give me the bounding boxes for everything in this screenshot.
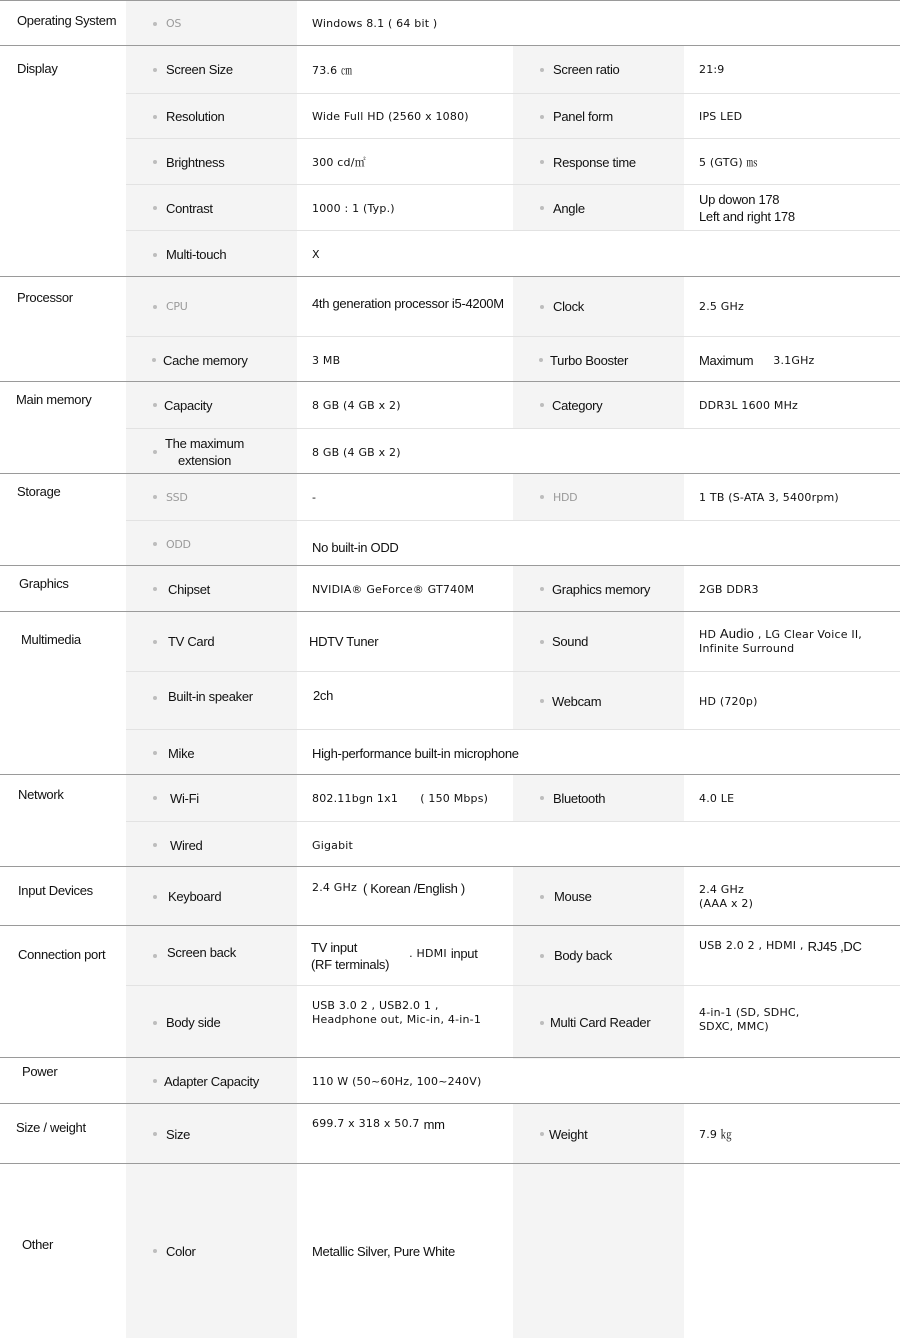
spec-value: [297, 46, 513, 93]
bullet-icon: [153, 542, 157, 546]
spec-row: [126, 612, 900, 671]
spec-value: [297, 775, 513, 821]
spec-value: [684, 986, 900, 1059]
value-response-time: 5 (GTG) ㎳: [699, 156, 758, 169]
spec-row: [126, 821, 900, 868]
spec-label: [126, 867, 297, 926]
value-odd: No built-in ODD: [312, 539, 399, 555]
label-resolution: Resolution: [166, 109, 225, 124]
category-graphics: Graphics: [19, 576, 69, 591]
value-size-dims: 699.7 x 318 x 50.7: [312, 1117, 420, 1130]
spec-label: [513, 566, 684, 612]
label-adapter-capacity: Adapter Capacity: [164, 1073, 259, 1089]
bullet-icon: [540, 305, 544, 309]
label-contrast: Contrast: [166, 200, 213, 216]
spec-value: [684, 46, 900, 93]
label-chipset: Chipset: [168, 581, 210, 597]
bullet-icon: [153, 450, 157, 454]
label-graphics-memory: Graphics memory: [552, 581, 651, 597]
spec-label: [126, 986, 297, 1059]
value-turbo-prefix: Maximum: [699, 352, 754, 368]
spec-row: [126, 382, 900, 428]
spec-value: [297, 474, 513, 520]
spec-value: [297, 337, 513, 383]
category-storage: Storage: [17, 484, 61, 499]
spec-value: [684, 277, 900, 336]
bullet-icon: [153, 115, 157, 119]
spec-value: [297, 612, 513, 671]
bullet-icon: [152, 358, 156, 362]
label-angle: Angle: [553, 200, 585, 216]
label-body-side: Body side: [166, 1015, 221, 1030]
value-built-in-speaker: 2ch: [313, 687, 334, 703]
value-screen-back-input: input: [450, 946, 478, 961]
value-multi-touch: X: [312, 248, 320, 261]
bullet-icon: [153, 160, 157, 164]
label-screen-back: Screen back: [167, 945, 236, 960]
value-turbo-booster: 3.1GHz: [773, 353, 815, 367]
label-multi-card-reader: Multi Card Reader: [550, 1015, 651, 1030]
spec-label-empty: [513, 1164, 684, 1338]
label-response-time: Response time: [553, 154, 636, 170]
category-label: [0, 775, 126, 867]
spec-row: [126, 729, 900, 776]
value-sound-detail: , LG Clear Voice II, Infinite Surround: [699, 628, 862, 655]
spec-row: [126, 1, 900, 46]
value-size-unit: mm: [423, 1117, 445, 1132]
bullet-icon: [153, 751, 157, 755]
spec-label: [513, 139, 684, 185]
bullet-icon: [153, 495, 157, 499]
value-screen-back-hdmi: . HDMI: [409, 947, 447, 960]
spec-label: [126, 775, 297, 821]
bullet-icon: [540, 403, 544, 407]
spec-label: [126, 926, 297, 985]
bullet-icon: [153, 305, 157, 309]
spec-row: [126, 671, 900, 730]
bullet-icon: [540, 699, 544, 703]
category-multimedia: Multimedia: [21, 632, 81, 647]
bullet-icon: [153, 1079, 157, 1083]
label-brightness: Brightness: [166, 154, 225, 170]
bullet-icon: [153, 843, 157, 847]
bullet-icon: [540, 895, 544, 899]
section-other: [0, 1163, 900, 1338]
category-label: [0, 46, 126, 277]
spec-value: [297, 1058, 697, 1104]
spec-value: [297, 672, 513, 730]
spec-row: [126, 520, 900, 567]
spec-label: [513, 612, 684, 671]
bullet-icon: [540, 1021, 544, 1025]
category-label: [0, 867, 126, 926]
spec-label: [513, 672, 684, 730]
label-sound: Sound: [552, 634, 589, 649]
spec-value: [297, 139, 513, 185]
spec-row: [126, 184, 900, 231]
section-power: [0, 1057, 900, 1104]
value-screen-ratio: 21:9: [699, 63, 725, 76]
category-display: Display: [17, 61, 58, 76]
value-contrast: 1000 : 1 (Typ.): [312, 201, 395, 215]
spec-label: [126, 730, 297, 776]
spec-row: [126, 1058, 900, 1104]
spec-label: [126, 185, 297, 231]
label-weight: Weight: [549, 1126, 588, 1142]
spec-row: [126, 867, 900, 926]
spec-value: [684, 94, 900, 139]
label-color: Color: [166, 1243, 196, 1259]
category-os: Operating System: [17, 13, 117, 28]
category-processor: Processor: [17, 290, 73, 305]
value-tv-card: HDTV Tuner: [309, 634, 379, 649]
bullet-icon: [153, 206, 157, 210]
label-wi-fi: Wi-Fi: [170, 790, 199, 806]
spec-row: [126, 428, 900, 475]
value-hdd: 1 TB (S-ATA 3, 5400rpm): [699, 490, 839, 504]
value-multi-card-reader: 4-in-1 (SD, SDHC, SDXC, MMC): [699, 1006, 800, 1033]
category-label: [0, 1058, 126, 1104]
spec-value: [684, 1104, 900, 1164]
bullet-icon: [153, 796, 157, 800]
bullet-icon: [153, 1132, 157, 1136]
spec-value: [684, 672, 900, 730]
spec-value: [684, 382, 900, 428]
bullet-icon: [540, 115, 544, 119]
spec-label: [126, 1104, 297, 1164]
spec-value: [297, 986, 513, 1059]
bullet-icon: [540, 796, 544, 800]
label-odd: ODD: [166, 537, 191, 551]
spec-value: [297, 1164, 513, 1338]
bullet-icon: [540, 954, 544, 958]
label-keyboard: Keyboard: [168, 889, 222, 904]
spec-label: [126, 139, 297, 185]
label-cpu: CPU: [166, 300, 188, 313]
spec-row: [126, 46, 900, 93]
label-hdd: HDD: [553, 490, 578, 504]
value-keyboard-lang: ( Korean /English ): [362, 881, 465, 896]
spec-label: [513, 94, 684, 139]
bullet-icon: [153, 640, 157, 644]
section-storage: [0, 473, 900, 566]
category-connection-port: Connection port: [18, 947, 106, 962]
label-turbo-booster: Turbo Booster: [550, 352, 628, 368]
value-maximum-extension: 8 GB (4 GB x 2): [312, 445, 401, 459]
section-graphics: [0, 565, 900, 612]
label-tv-card: TV Card: [168, 634, 215, 649]
category-label: [0, 277, 126, 382]
label-capacity: Capacity: [164, 397, 213, 413]
value-cache-memory: 3 MB: [312, 353, 341, 367]
section-size-weight: [0, 1103, 900, 1164]
category-power: Power: [22, 1064, 58, 1079]
spec-value: [684, 926, 900, 985]
section-input-devices: [0, 866, 900, 926]
category-main-memory: Main memory: [16, 392, 92, 407]
category-label: [0, 926, 126, 1058]
spec-value: [297, 926, 513, 985]
spec-label: [513, 46, 684, 93]
value-category: DDR3L 1600 MHz: [699, 398, 799, 412]
spec-label: [126, 672, 297, 730]
bullet-icon: [539, 358, 543, 362]
bullet-icon: [540, 160, 544, 164]
value-weight: 7.9 ㎏: [699, 1128, 732, 1141]
spec-label: [126, 429, 297, 475]
spec-row: [126, 1164, 900, 1338]
spec-value: [684, 612, 900, 671]
spec-value: [297, 521, 513, 567]
bullet-icon: [153, 954, 157, 958]
spec-label: [513, 382, 684, 428]
value-graphics-memory: 2GB DDR3: [699, 582, 759, 596]
value-wi-fi: 802.11bgn 1x1 ( 150 Mbps): [312, 791, 489, 805]
bullet-icon: [153, 1249, 157, 1253]
spec-row: [126, 566, 900, 612]
spec-value: [684, 337, 900, 383]
spec-label: [126, 566, 297, 612]
spec-row: [126, 1104, 900, 1164]
bullet-icon: [540, 587, 544, 591]
label-os: OS: [166, 17, 182, 30]
label-clock: Clock: [553, 299, 585, 314]
category-other: Other: [22, 1237, 54, 1252]
spec-label: [126, 231, 297, 278]
spec-label: [126, 521, 297, 567]
value-os: Windows 8.1 ( 64 bit ): [312, 17, 438, 30]
bullet-icon: [540, 495, 544, 499]
spec-label: [126, 1164, 297, 1338]
value-angle: Up dowon 178 Left and right 178: [699, 192, 795, 224]
label-screen-size: Screen Size: [166, 62, 233, 77]
label-body-back: Body back: [554, 948, 613, 963]
spec-row: [126, 230, 900, 278]
spec-value: [297, 429, 513, 475]
spec-label: [126, 474, 297, 520]
spec-row: [126, 277, 900, 336]
value-resolution: Wide Full HD (2560 x 1080): [312, 110, 469, 123]
value-chipset: NVIDIA® GeForce® GT740M: [312, 582, 475, 596]
label-webcam: Webcam: [552, 693, 602, 709]
spec-row: [126, 926, 900, 985]
value-body-back-rj45: RJ45 ,DC: [807, 939, 862, 954]
category-label: [0, 612, 126, 775]
spec-value: [297, 94, 513, 139]
spec-label: [126, 822, 297, 868]
value-mouse: 2.4 GHz (AAA x 2): [699, 882, 754, 910]
bullet-icon: [153, 895, 157, 899]
spec-row: [126, 138, 900, 185]
label-category: Category: [552, 397, 603, 413]
spec-label: [513, 337, 684, 383]
value-keyboard-freq: 2.4 GHz: [312, 881, 357, 894]
spec-row: [126, 985, 900, 1059]
section-main-memory: [0, 381, 900, 474]
spec-value: [684, 775, 900, 821]
spec-value: [297, 730, 717, 776]
section-multimedia: [0, 611, 900, 775]
bullet-icon: [153, 68, 157, 72]
section-display: [0, 45, 900, 277]
value-color: Metallic Silver, Pure White: [312, 1243, 455, 1259]
spec-value: [684, 474, 900, 520]
value-body-back-usb: USB 2.0 2 , HDMI ,: [699, 939, 804, 952]
category-size-weight: Size / weight: [16, 1120, 86, 1135]
value-ssd: -: [312, 490, 317, 504]
value-cpu: 4th generation processor i5-4200M: [312, 296, 504, 311]
value-screen-back-tv: TV input (RF terminals): [311, 940, 390, 972]
spec-label: [126, 382, 297, 428]
section-operating-system: [0, 0, 900, 46]
spec-label: [513, 867, 684, 926]
label-mike: Mike: [168, 745, 195, 761]
spec-label: [513, 986, 684, 1059]
spec-label: [513, 185, 684, 231]
category-label: [0, 566, 126, 612]
spec-value: [297, 867, 513, 926]
bullet-icon: [153, 22, 157, 26]
category-label: [0, 1164, 126, 1338]
value-webcam: HD (720p): [699, 694, 758, 708]
value-bluetooth: 4.0 LE: [699, 791, 735, 805]
spec-value: [297, 566, 513, 612]
label-panel-form: Panel form: [553, 109, 613, 124]
label-size: Size: [166, 1126, 191, 1142]
category-label: [0, 382, 126, 474]
label-bluetooth: Bluetooth: [553, 790, 606, 806]
spec-label: [126, 612, 297, 671]
value-brightness: 300 cd/㎡: [312, 156, 366, 169]
bullet-icon: [153, 696, 157, 700]
bullet-icon: [540, 68, 544, 72]
spec-label: [126, 46, 297, 93]
spec-value: [297, 1104, 513, 1164]
bullet-icon: [153, 1021, 157, 1025]
value-clock: 2.5 GHz: [699, 300, 744, 313]
bullet-icon: [540, 1132, 544, 1136]
spec-value: [684, 139, 900, 185]
category-network: Network: [18, 787, 64, 802]
spec-label: [513, 277, 684, 336]
spec-value: [684, 566, 900, 612]
spec-value: [297, 277, 513, 336]
spec-value: [297, 1, 513, 46]
value-wired: Gigabit: [312, 838, 354, 852]
section-network: [0, 774, 900, 867]
spec-label: [126, 94, 297, 139]
label-maximum-extension: The maximum extension: [165, 436, 245, 468]
label-wired: Wired: [170, 837, 203, 853]
spec-label: [513, 926, 684, 985]
spec-label: [513, 474, 684, 520]
spec-row: [126, 775, 900, 821]
value-mike: High-performance built-in microphone: [312, 745, 519, 761]
spec-row: [126, 93, 900, 139]
category-label: [0, 474, 126, 566]
bullet-icon: [540, 206, 544, 210]
spec-value: [297, 185, 513, 231]
value-adapter-capacity: 110 W (50~60Hz, 100~240V): [312, 1074, 482, 1088]
spec-value: [684, 867, 900, 926]
spec-value: [297, 822, 513, 868]
spec-label: [126, 277, 297, 336]
spec-row: [126, 336, 900, 383]
spec-label: [126, 1058, 297, 1104]
section-connection-port: [0, 925, 900, 1058]
spec-value: [297, 231, 513, 278]
bullet-icon: [153, 403, 157, 407]
category-label: [0, 1, 126, 46]
bullet-icon: [153, 253, 157, 257]
category-input-devices: Input Devices: [18, 883, 93, 898]
label-multi-touch: Multi-touch: [166, 247, 227, 262]
value-sound-audio: Audio: [719, 626, 755, 641]
bullet-icon: [153, 587, 157, 591]
label-mouse: Mouse: [554, 889, 592, 904]
spec-row: [126, 474, 900, 520]
label-cache-memory: Cache memory: [163, 352, 248, 368]
label-built-in-speaker: Built-in speaker: [168, 688, 253, 704]
spec-label: [126, 1, 297, 46]
value-panel-form: IPS LED: [699, 110, 743, 123]
label-screen-ratio: Screen ratio: [553, 62, 620, 77]
value-capacity: 8 GB (4 GB x 2): [312, 398, 401, 412]
spec-value: [297, 382, 513, 428]
bullet-icon: [540, 640, 544, 644]
spec-value: [684, 185, 900, 231]
label-ssd: SSD: [166, 490, 188, 504]
section-processor: [0, 276, 900, 382]
category-label: [0, 1104, 126, 1164]
value-sound-hd: HD: [699, 628, 717, 641]
value-body-side: USB 3.0 2 , USB2.0 1 , Headphone out, Mic-in, 4-in-1: [312, 999, 482, 1026]
spec-label: [126, 337, 297, 383]
spec-label: [513, 1104, 684, 1164]
value-screen-size: 73.6 ㎝: [312, 63, 353, 77]
spec-label: [513, 775, 684, 821]
